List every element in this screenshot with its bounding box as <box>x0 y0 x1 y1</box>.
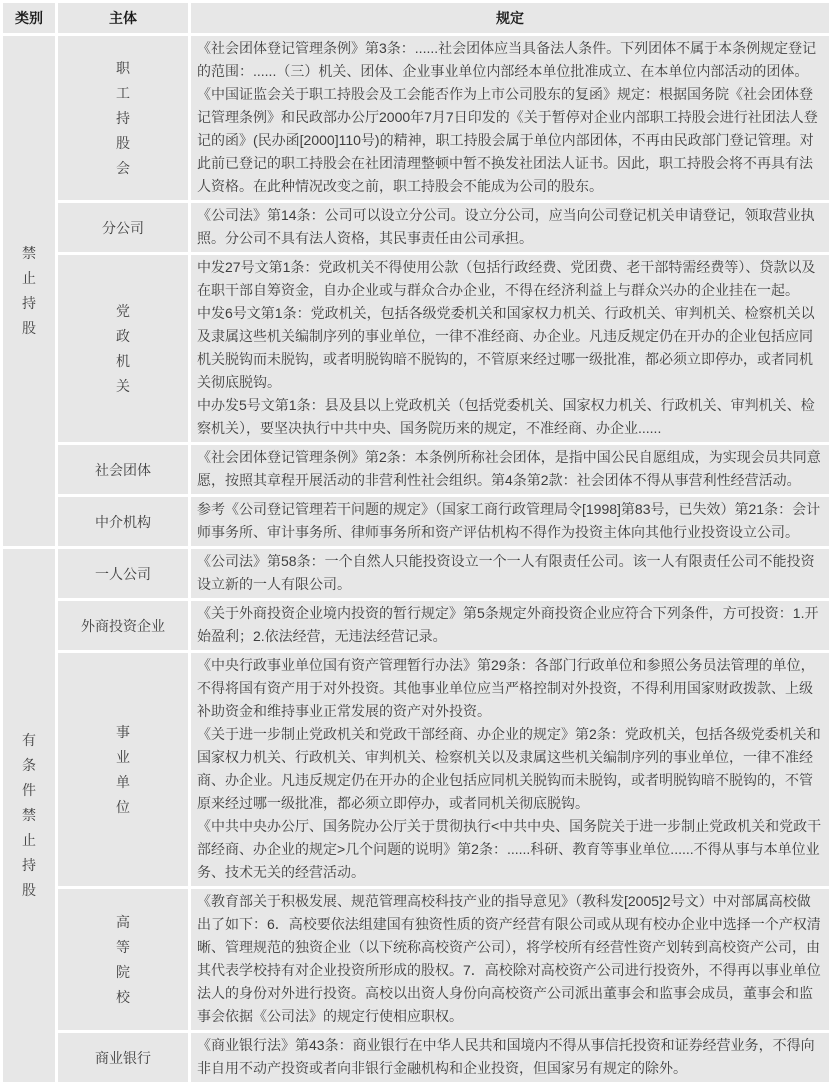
table-row <box>3 601 829 650</box>
regulation-paragraph: 《公司法》第14条：公司可以设立分公司。设立分公司，应当向公司登记机关申请登记，领取营业执照。分公司不具有法人资格，其民事责任由公司承担。 <box>197 207 815 246</box>
column-header-subject: 主体 <box>58 3 188 33</box>
table-row <box>3 1033 829 1082</box>
subject-label: 高等院校 <box>116 913 130 1005</box>
subject-cell-party-government-organs <box>58 255 188 442</box>
subject-cell-commercial-banks <box>58 1033 188 1082</box>
regulation-paragraph: 参考《公司登记管理若干问题的规定》（国家工商行政管理局令[1998]第83号，已失效）第21条：会计师事务所、审计事务所、律师事务所和资产评估机构不得作为投资主体向其他行业投资设立公司。 <box>197 501 821 540</box>
subject-label: 社会团体 <box>95 461 151 478</box>
regulation-paragraph: 《教育部关于积极发展、规范管理高校科技产业的指导意见》（教科发[2005]2号文）中对部属高校做出了如下：6．高校要依法组建国有独资性质的资产经营有限公司或从现有校办企业中选择一个产权清晰、管理规范的独资企业（以下统称高校资产公司），将学校所有经营性资产划转到高校资产公司，由其代表学校持有对企业投资所形成的股权。7．高校除对高校资产公司进行投资外，不得再以事业单位法人的身份对外进行投资。高校以出资人身份向高校资产公司派出董事会和监事会成员，董事会和监事会依据《公司法》的规定行使相应职权。 <box>197 893 821 1024</box>
regulation-paragraph: 《关于外商投资企业境内投资的暂行规定》第5条规定外商投资企业应符合下列条件，方可投资：1.开始盈利；2.依法经营，无违法经营记录。 <box>197 605 819 644</box>
regulation-paragraph: 中办发5号文第1条：县及县以上党政机关（包括党委机关、国家权力机关、行政机关、审判机关、检察机关），要坚决执行中共中央、国务院历来的规定，不准经商、办企业...... <box>197 397 815 436</box>
header-row <box>3 3 829 33</box>
regulation-cell <box>191 497 829 546</box>
regulation-cell <box>191 1033 829 1082</box>
regulation-cell <box>191 549 829 598</box>
regulation-cell <box>191 889 829 1030</box>
regulation-paragraph: 《关于进一步制止党政机关和党政干部经商、办企业的规定》第2条：党政机关，包括各级党委机关和国家权力机关、行政机关、审判机关、检察机关以及隶属这些机关编制序列的事业单位，一律不准经商、办企业。凡违反规定仍在开办的企业包括应同机关脱钩而未脱钩，或者明脱钩暗不脱钩的，不管原来经过哪一级批准，都必须立即停办，或者同机关彻底脱钩。 <box>197 726 821 811</box>
subject-label: 党政机关 <box>116 302 130 394</box>
table-row <box>3 445 829 494</box>
column-header-regulation: 规定 <box>191 3 829 33</box>
regulation-cell <box>191 653 829 886</box>
regulation-cell <box>191 601 829 650</box>
subject-cell-public-institutions <box>58 653 188 886</box>
subject-cell-social-organizations <box>58 445 188 494</box>
regulation-cell <box>191 255 829 442</box>
table-row <box>3 255 829 442</box>
category-label: 禁止持股 <box>22 245 36 336</box>
subject-label: 分公司 <box>102 219 144 236</box>
subject-label: 一人公司 <box>95 565 151 582</box>
regulation-paragraph: 《中央行政事业单位国有资产管理暂行办法》第29条：各部门行政单位和参照公务员法管理的单位，不得将国有资产用于对外投资。其他事业单位应当严格控制对外投资，不得利用国家财政拨款、上级补助资金和维持事业正常发展的资产对外投资。 <box>197 657 815 719</box>
regulation-paragraph: 中发6号文第1条：党政机关，包括各级党委机关和国家权力机关、行政机关、审判机关、检察机关以及隶属这些机关编制序列的事业单位，一律不准经商、办企业。凡违反规定仍在开办的企业包括应同机关脱钩而未脱钩，或者明脱钩暗不脱钩的，不管原来经过哪一级批准，都必须立即停办，或者同机关彻底脱钩。 <box>197 305 815 390</box>
table-row <box>3 203 829 252</box>
regulation-paragraph: 《中国证监会关于职工持股会及工会能否作为上市公司股东的复函》规定：根据国务院《社会团体登记管理条例》和民政部办公厅2000年7月7日印发的《关于暂停对企业内部职工持股会进行社团法人登记的函》(民办函[2000]110号)的精神，职工持股会属于单位内部团体，不再由民政部门登记管理。对此前已登记的职工持股会在社团清理整顿中暂不换发社团法人证书。因此，职工持股会将不再具有法人资格。在此种情况改变之前，职工持股会不能成为公司的股东。 <box>197 86 818 194</box>
subject-label: 中介机构 <box>95 513 151 530</box>
subject-cell-branch-company <box>58 203 188 252</box>
regulation-paragraph: 《商业银行法》第43条：商业银行在中华人民共和国境内不得从事信托投资和证券经营业务，不得向非自用不动产投资或者向非银行金融机构和企业投资，但国家另有规定的除外。 <box>197 1037 815 1076</box>
table-row <box>3 549 829 598</box>
subject-label: 职工持股会 <box>116 59 130 176</box>
subject-cell-foreign-invested-enterprises <box>58 601 188 650</box>
regulation-paragraph: 《公司法》第58条：一个自然人只能投资设立一个一人有限责任公司。该一人有限责任公司不能投资设立新的一人有限公司。 <box>197 553 815 592</box>
table-row <box>3 889 829 1030</box>
regulation-paragraph: 《中共中央办公厅、国务院办公厅关于贯彻执行<中共中央、国务院关于进一步制止党政机关和党政干部经商、办企业的规定>几个问题的说明》第2条：......科研、教育等事业单位......不得从事与本单位业务、技术无关的经营活动。 <box>197 818 822 880</box>
subject-cell-one-person-company <box>58 549 188 598</box>
regulation-paragraph: 《社会团体登记管理条例》第3条：......社会团体应当具备法人条件。下列团体不属于本条例规定登记的范围：......（三）机关、团体、企业事业单位内部经本单位批准成立、在本单位内部活动的团体。 <box>197 40 817 79</box>
table-row <box>3 653 829 886</box>
subject-label: 商业银行 <box>95 1049 151 1066</box>
table-row <box>3 36 829 200</box>
subject-cell-intermediary-agencies <box>58 497 188 546</box>
category-label: 有条件禁止持股 <box>22 732 36 898</box>
subject-cell-universities <box>58 889 188 1030</box>
subject-cell-employee-stock-ownership <box>58 36 188 200</box>
subject-label: 事业单位 <box>116 723 130 815</box>
regulation-paragraph: 《社会团体登记管理条例》第2条：本条例所称社会团体，是指中国公民自愿组成，为实现会员共同意愿，按照其章程开展活动的非营利性社会组织。第4条第2款：社会团体不得从事营利性经营活动。 <box>197 449 821 488</box>
regulation-paragraph: 中发27号文第1条：党政机关不得使用公款（包括行政经费、党团费、老干部特需经费等）、贷款以及在职干部自筹资金，自办企业或与群众合办企业，不得在经济利益上与群众兴办的企业挂在一起。 <box>197 259 816 298</box>
category-cell-prohibited <box>3 36 55 546</box>
category-cell-conditionally-prohibited <box>3 549 55 1082</box>
table-row <box>3 497 829 546</box>
subject-label: 外商投资企业 <box>81 617 165 634</box>
column-header-category: 类别 <box>3 3 55 33</box>
regulation-cell <box>191 36 829 200</box>
regulation-cell <box>191 203 829 252</box>
regulation-cell <box>191 445 829 494</box>
